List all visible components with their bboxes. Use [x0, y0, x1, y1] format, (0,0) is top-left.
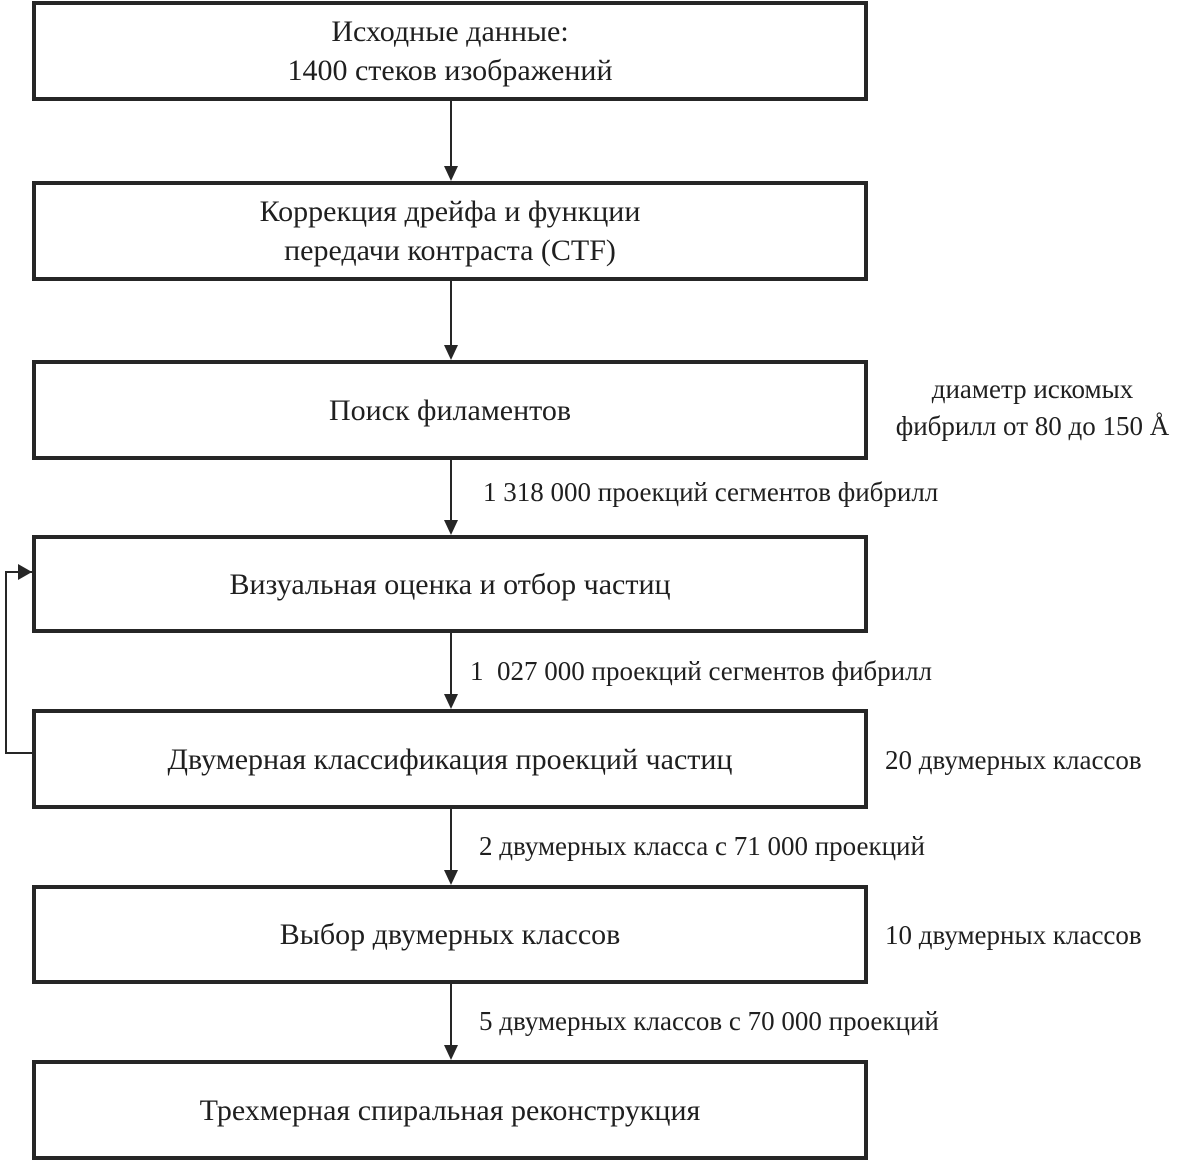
box-2d-classification	[32, 709, 868, 809]
arrowhead-visual-to-class2d-icon	[444, 694, 458, 709]
arrowhead-select2d-to-recon3d-icon	[444, 1045, 458, 1060]
box-source-data	[32, 1, 868, 101]
arrowhead-filament-to-visual-icon	[444, 520, 458, 535]
side-note-20-classes: 20 двумерных классов	[885, 745, 1142, 775]
arrowhead-class2d-to-select2d-icon	[444, 870, 458, 885]
box-3d-helical-reconstruction	[32, 1060, 868, 1160]
arrow-filament-to-visual	[450, 460, 452, 521]
box-filament-label: Поиск филаментов	[328, 393, 572, 427]
arrow-class2d-to-select2d	[450, 809, 452, 871]
arrowhead-drift-to-filament-icon	[444, 345, 458, 360]
arrow-label-5-classes-70000: 5 двумерных классов с 70 000 проекций	[479, 1006, 939, 1036]
box-drift-ctf-correction	[32, 181, 868, 281]
arrow-source-to-drift	[450, 100, 452, 167]
arrow-visual-to-class2d	[450, 633, 452, 695]
box-2d-class-selection	[32, 885, 868, 984]
box-drift-ctf-line1: Коррекция дрейфа и функции	[259, 195, 641, 228]
box-select2d-label: Выбор двумерных классов	[279, 918, 621, 951]
arrow-select2d-to-recon3d	[450, 984, 452, 1046]
box-visual-label: Визуальная оценка и отбор частиц	[229, 567, 671, 601]
box-drift-ctf-line2: передачи контраста (CTF)	[284, 234, 616, 267]
arrow-label-projections-1318000: 1 318 000 проекций сегментов фибрилл	[483, 477, 939, 507]
feedback-loop-class2d-to-visual	[5, 571, 34, 754]
box-filament-search	[32, 360, 868, 460]
arrow-label-projections-1027000: 1 027 000 проекций сегментов фибрилл	[470, 656, 933, 686]
box-visual-assessment	[32, 535, 868, 633]
side-note-fibril-diameter-line1: диаметр искомых	[931, 374, 1134, 404]
box-class2d-label: Двумерная классификация проекций частиц	[167, 742, 733, 776]
box-recon3d-label: Трехмерная спиральная реконструкция	[199, 1093, 701, 1127]
side-note-fibril-diameter-line2: фибрилл от 80 до 150 Å	[895, 411, 1170, 441]
side-note-10-classes: 10 двумерных классов	[885, 920, 1142, 950]
arrowhead-source-to-drift-icon	[444, 166, 458, 181]
feedback-loop-arrowhead-icon	[18, 564, 32, 580]
arrow-label-2-classes-71000: 2 двумерных класса с 71 000 проекций	[479, 831, 925, 861]
arrow-drift-to-filament	[450, 281, 452, 346]
box-source-line2: 1400 стеков изображений	[287, 54, 613, 87]
side-note-fibril-diameter	[880, 371, 1185, 445]
box-source-line1: Исходные данные:	[331, 15, 569, 48]
